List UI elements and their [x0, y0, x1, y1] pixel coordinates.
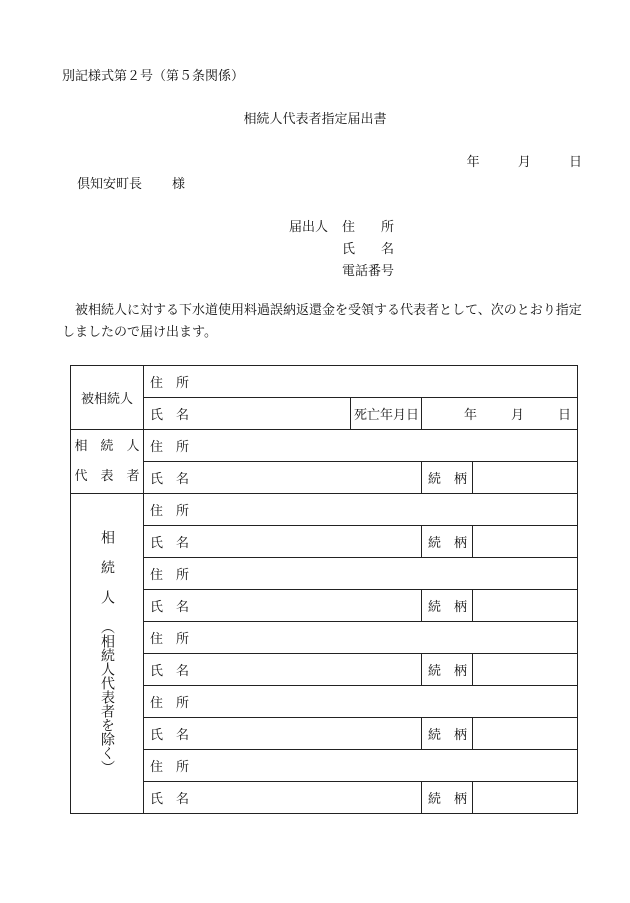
heir-1-address-row — [71, 494, 578, 526]
representative-address-row — [71, 430, 578, 462]
heir-relation-field — [473, 782, 578, 814]
heir-relation-field — [473, 654, 578, 686]
applicant-address-label: 住 所 — [342, 220, 395, 235]
addressee-honorific: 様 — [172, 177, 186, 192]
day-label: 日 — [568, 155, 582, 170]
heir-name-label: 氏 名 — [144, 782, 422, 814]
decedent-name-label: 氏 名 — [144, 398, 351, 430]
intro-text: 被相続人に対する下水道使用料過誤納返還金を受領する代表者として、次のとおり指定しましたので届け出ます。 — [62, 303, 582, 340]
submission-date — [467, 151, 582, 170]
heir-name-label: 氏 名 — [144, 654, 422, 686]
death-year-label: 年 — [463, 408, 477, 423]
addressee — [77, 173, 185, 192]
decedent-address-row — [71, 366, 578, 398]
heir-relation-field — [473, 718, 578, 750]
heir-address-label: 住 所 — [144, 622, 578, 654]
heirs-header — [71, 494, 144, 814]
heirs-header-note: （相続人代表者を除く） — [99, 619, 115, 774]
heir-1-name-row — [71, 526, 578, 558]
year-label: 年 — [466, 155, 480, 170]
heir-3-address-row — [71, 622, 578, 654]
month-label: 月 — [517, 155, 531, 170]
heir-relation-label: 続 柄 — [422, 782, 473, 814]
heir-form-table — [70, 365, 578, 814]
decedent-address-label: 住 所 — [144, 366, 578, 398]
heirs-header-main: 相続人 — [99, 529, 115, 620]
heir-address-label: 住 所 — [144, 686, 578, 718]
document-title: 相続人代表者指定届出書 — [243, 112, 387, 127]
death-date-field — [422, 398, 578, 430]
applicant-name-label: 氏 名 — [342, 242, 395, 257]
representative-header — [71, 430, 144, 494]
heir-5-address-row — [71, 750, 578, 782]
representative-header-line1: 相 続 人 — [74, 438, 140, 454]
heir-name-label: 氏 名 — [144, 526, 422, 558]
form-label: 別記様式第２号（第５条関係） — [62, 69, 245, 84]
heir-address-label: 住 所 — [144, 750, 578, 782]
decedent-header: 被相続人 — [71, 366, 144, 430]
heirs-header-text — [100, 530, 114, 774]
heir-3-name-row — [71, 654, 578, 686]
heir-5-name-row — [71, 782, 578, 814]
representative-name-label: 氏 名 — [144, 462, 422, 494]
representative-address-label: 住 所 — [144, 430, 578, 462]
applicant-label: 届出人 — [289, 220, 329, 235]
death-month-label: 月 — [510, 408, 524, 423]
heir-2-address-row — [71, 558, 578, 590]
heir-address-label: 住 所 — [144, 558, 578, 590]
heir-2-name-row — [71, 590, 578, 622]
heir-address-label: 住 所 — [144, 494, 578, 526]
death-date-label: 死亡年月日 — [351, 398, 422, 430]
addressee-name: 倶知安町長 — [77, 177, 143, 192]
representative-header-line2: 代 表 者 — [74, 468, 140, 484]
death-day-label: 日 — [558, 408, 572, 423]
representative-relation-label: 続 柄 — [422, 462, 473, 494]
heir-name-label: 氏 名 — [144, 718, 422, 750]
heir-relation-label: 続 柄 — [422, 718, 473, 750]
heir-name-label: 氏 名 — [144, 590, 422, 622]
heir-relation-label: 続 柄 — [422, 526, 473, 558]
heir-4-name-row — [71, 718, 578, 750]
representative-relation-field — [473, 462, 578, 494]
applicant-phone-label: 電話番号 — [342, 264, 395, 279]
decedent-name-row — [71, 398, 578, 430]
heir-relation-label: 続 柄 — [422, 654, 473, 686]
applicant-block — [289, 216, 409, 279]
representative-name-row — [71, 462, 578, 494]
heir-4-address-row — [71, 686, 578, 718]
heir-relation-field — [473, 526, 578, 558]
heir-relation-label: 続 柄 — [422, 590, 473, 622]
heir-relation-field — [473, 590, 578, 622]
